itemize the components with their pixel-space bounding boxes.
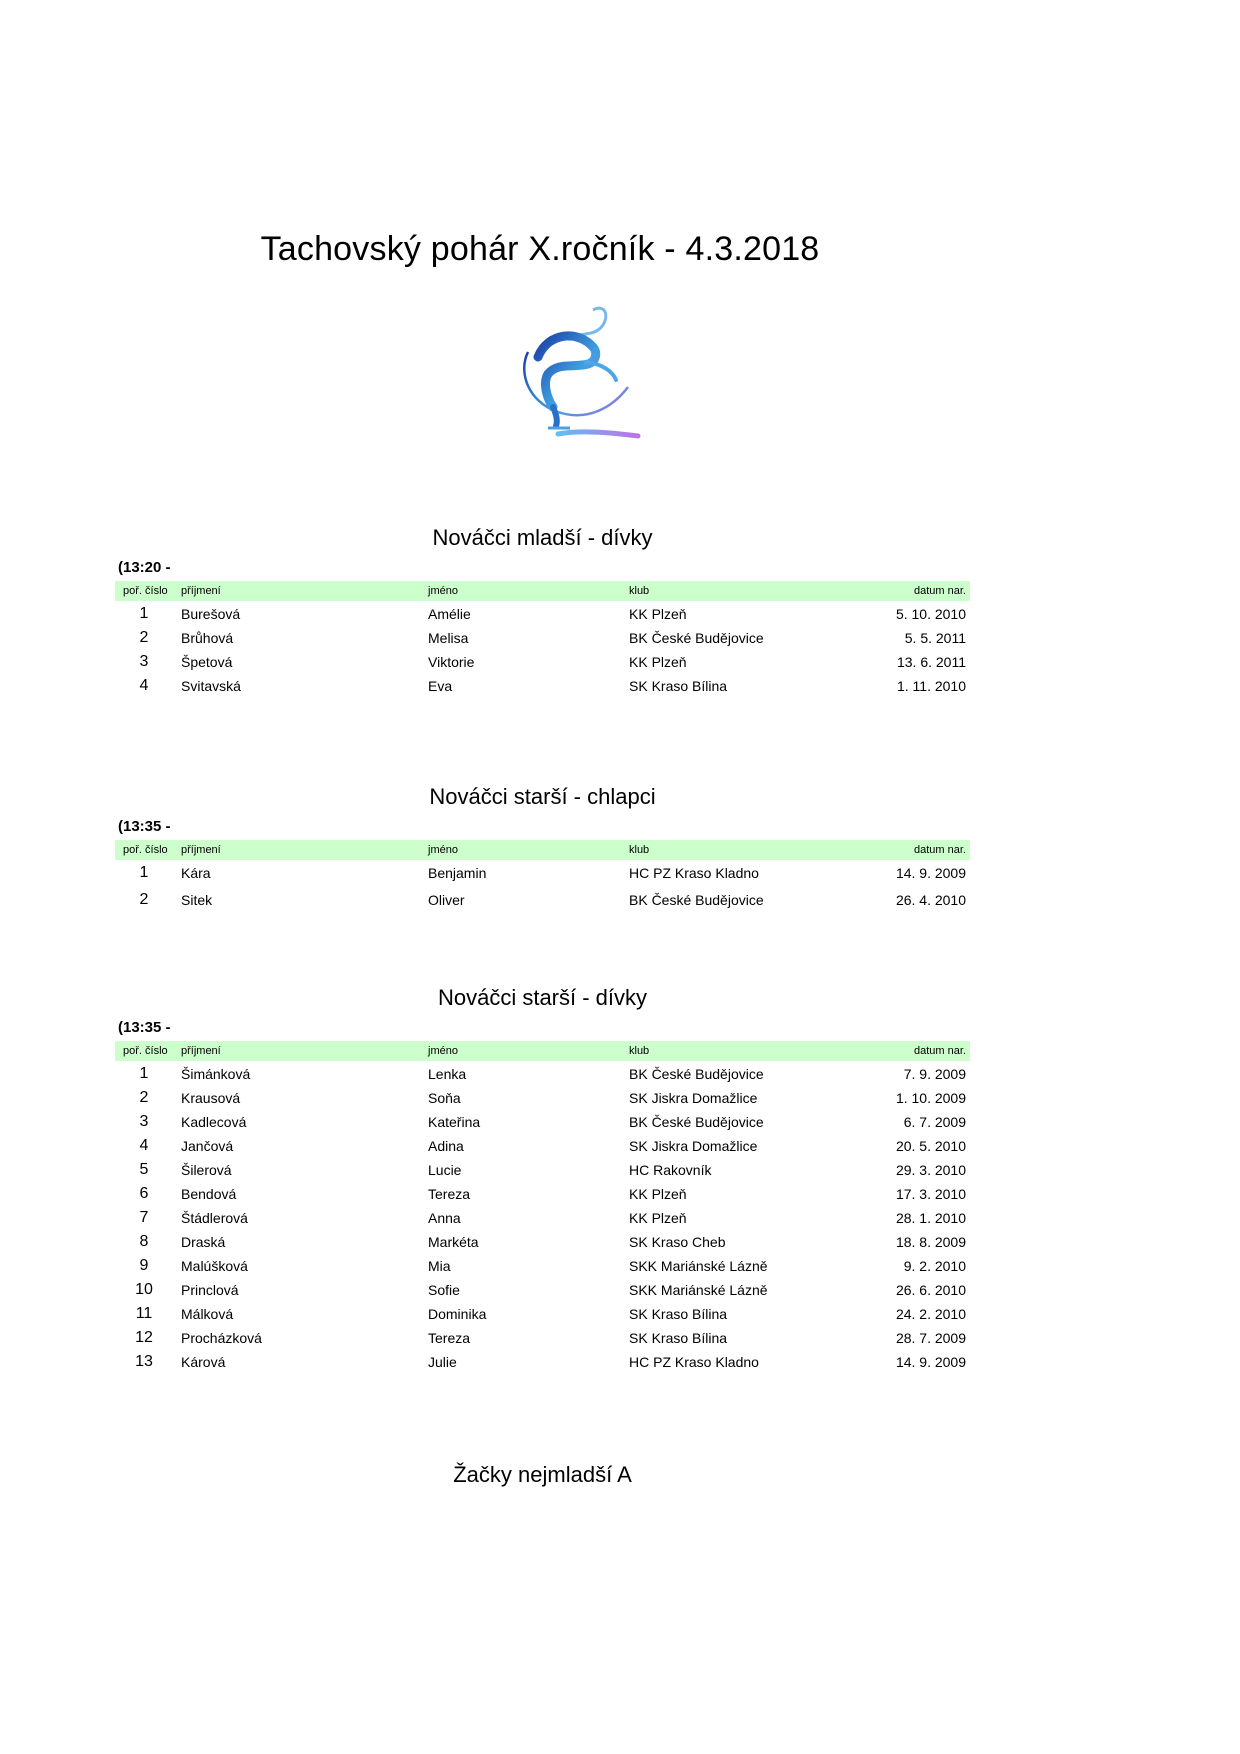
start-time: (13:35 - [118, 1019, 171, 1036]
surname: Jančová [181, 1138, 234, 1154]
table-row [115, 1350, 970, 1374]
first-name: Oliver [428, 892, 465, 908]
surname: Brůhová [181, 630, 234, 646]
surname: Kadlecová [181, 1114, 247, 1130]
first-name: Julie [428, 1354, 457, 1370]
first-name: Markéta [428, 1234, 479, 1250]
first-name: Tereza [428, 1330, 471, 1346]
header-date: datum nar. [914, 1045, 966, 1057]
order-number: 2 [139, 891, 149, 908]
birth-date: 14. 9. 2009 [895, 865, 966, 881]
table-row [115, 861, 970, 885]
table-row [115, 888, 970, 912]
club: HC PZ Kraso Kladno [629, 1354, 759, 1370]
header-club: klub [629, 585, 650, 597]
table-row [115, 1110, 970, 1134]
first-name: Eva [428, 678, 453, 694]
first-name: Tereza [428, 1186, 471, 1202]
birth-date: 6. 7. 2009 [903, 1114, 966, 1130]
club: KK Plzeň [629, 654, 687, 670]
birth-date: 28. 1. 2010 [895, 1210, 966, 1226]
header-surname: příjmení [181, 844, 221, 856]
start-time: (13:35 - [118, 818, 171, 835]
birth-date: 24. 2. 2010 [895, 1306, 966, 1322]
order-number: 9 [139, 1257, 149, 1274]
header-surname: příjmení [181, 1045, 221, 1057]
table-header [115, 840, 970, 860]
club: BK České Budějovice [629, 1066, 764, 1082]
table-row [115, 1230, 970, 1254]
club: KK Plzeň [629, 1210, 687, 1226]
table-row [115, 674, 970, 698]
club: SK Kraso Bílina [629, 1330, 728, 1346]
club: SKK Mariánské Lázně [629, 1258, 768, 1274]
header-date: datum nar. [914, 585, 966, 597]
order-number: 2 [139, 629, 149, 646]
table-row [115, 1278, 970, 1302]
club: HC PZ Kraso Kladno [629, 865, 759, 881]
order-number: 4 [139, 677, 149, 694]
order-number: 3 [139, 1113, 149, 1130]
first-name: Lenka [428, 1066, 467, 1082]
header-surname: příjmení [181, 585, 221, 597]
header-no: poř. číslo [123, 585, 168, 597]
birth-date: 26. 6. 2010 [895, 1282, 966, 1298]
birth-date: 26. 4. 2010 [895, 892, 966, 908]
order-number: 13 [135, 1353, 153, 1370]
first-name: Adina [428, 1138, 464, 1154]
club: HC Rakovník [629, 1162, 712, 1178]
surname: Šimánková [181, 1066, 251, 1082]
birth-date: 18. 8. 2009 [895, 1234, 966, 1250]
header-name: jméno [428, 1045, 458, 1057]
club: KK Plzeň [629, 606, 687, 622]
club: SKK Mariánské Lázně [629, 1282, 768, 1298]
table-row [115, 1134, 970, 1158]
club: SK Kraso Bílina [629, 678, 728, 694]
first-name: Melisa [428, 630, 469, 646]
header-club: klub [629, 844, 650, 856]
page-title: Tachovský pohár X.ročník - 4.3.2018 [260, 230, 820, 268]
table-row [115, 626, 970, 650]
birth-date: 5. 10. 2010 [895, 606, 966, 622]
table-row [115, 1254, 970, 1278]
order-number: 3 [139, 653, 149, 670]
order-number: 10 [135, 1281, 153, 1298]
order-number: 2 [139, 1089, 149, 1106]
first-name: Dominika [428, 1306, 487, 1322]
club: BK České Budějovice [629, 630, 764, 646]
table-row [115, 602, 970, 626]
surname: Princlová [181, 1282, 239, 1298]
surname: Málková [181, 1306, 234, 1322]
club: SK Jiskra Domažlice [629, 1138, 758, 1154]
surname: Štádlerová [181, 1210, 248, 1226]
birth-date: 28. 7. 2009 [895, 1330, 966, 1346]
table-row [115, 1302, 970, 1326]
first-name: Viktorie [428, 654, 475, 670]
order-number: 5 [139, 1161, 149, 1178]
table-header [115, 1041, 970, 1061]
table-row [115, 1086, 970, 1110]
order-number: 1 [139, 605, 149, 622]
table-row [115, 1182, 970, 1206]
header-date: datum nar. [914, 844, 966, 856]
first-name: Anna [428, 1210, 461, 1226]
section-title: Nováčci starší - dívky [437, 985, 648, 1010]
header-club: klub [629, 1045, 650, 1057]
club: SK Kraso Cheb [629, 1234, 726, 1250]
first-name: Amélie [428, 606, 471, 622]
surname: Krausová [181, 1090, 241, 1106]
surname: Sitek [181, 892, 213, 908]
birth-date: 13. 6. 2011 [896, 654, 966, 670]
club: SK Kraso Bílina [629, 1306, 728, 1322]
table-row [115, 1158, 970, 1182]
surname: Burešová [181, 606, 241, 622]
section-title: Nováčci starší - chlapci [429, 784, 656, 809]
table-row [115, 650, 970, 674]
first-name: Lucie [428, 1162, 462, 1178]
surname: Draská [181, 1234, 226, 1250]
surname: Procházková [181, 1330, 262, 1346]
surname: Malúšková [181, 1258, 248, 1274]
surname: Bendová [181, 1186, 237, 1202]
order-number: 1 [139, 1065, 149, 1082]
order-number: 12 [135, 1329, 153, 1346]
header-no: poř. číslo [123, 1045, 168, 1057]
header-name: jméno [428, 844, 458, 856]
birth-date: 17. 3. 2010 [895, 1186, 966, 1202]
table-row [115, 1206, 970, 1230]
birth-date: 9. 2. 2010 [903, 1258, 966, 1274]
club: KK Plzeň [629, 1186, 687, 1202]
order-number: 11 [135, 1305, 153, 1322]
birth-date: 14. 9. 2009 [895, 1354, 966, 1370]
first-name: Soňa [428, 1090, 461, 1106]
birth-date: 29. 3. 2010 [895, 1162, 966, 1178]
order-number: 7 [139, 1209, 149, 1226]
first-name: Benjamin [428, 865, 487, 881]
header-name: jméno [428, 585, 458, 597]
first-name: Mia [428, 1258, 451, 1274]
club: BK České Budějovice [629, 1114, 764, 1130]
first-name: Kateřina [428, 1114, 481, 1130]
table-header [115, 581, 970, 601]
birth-date: 7. 9. 2009 [903, 1066, 966, 1082]
first-name: Sofie [428, 1282, 460, 1298]
order-number: 1 [139, 864, 149, 881]
surname: Kára [181, 865, 211, 881]
section-title: Nováčci mladší - dívky [432, 525, 653, 550]
start-time: (13:20 - [118, 559, 171, 576]
header-no: poř. číslo [123, 844, 168, 856]
birth-date: 1. 11. 2010 [896, 678, 966, 694]
club: BK České Budějovice [629, 892, 764, 908]
birth-date: 20. 5. 2010 [895, 1138, 966, 1154]
club: SK Jiskra Domažlice [629, 1090, 758, 1106]
figure-skater-logo [498, 302, 658, 442]
table-row [115, 1326, 970, 1350]
birth-date: 1. 10. 2009 [895, 1090, 966, 1106]
order-number: 6 [139, 1185, 149, 1202]
surname: Špetová [181, 654, 233, 670]
order-number: 4 [139, 1137, 149, 1154]
birth-date: 5. 5. 2011 [904, 630, 966, 646]
surname: Kárová [181, 1354, 226, 1370]
surname: Šilerová [181, 1162, 232, 1178]
surname: Svitavská [181, 678, 241, 694]
section-title: Žačky nejmladší A [453, 1462, 632, 1487]
order-number: 8 [139, 1233, 149, 1250]
table-row [115, 1062, 970, 1086]
